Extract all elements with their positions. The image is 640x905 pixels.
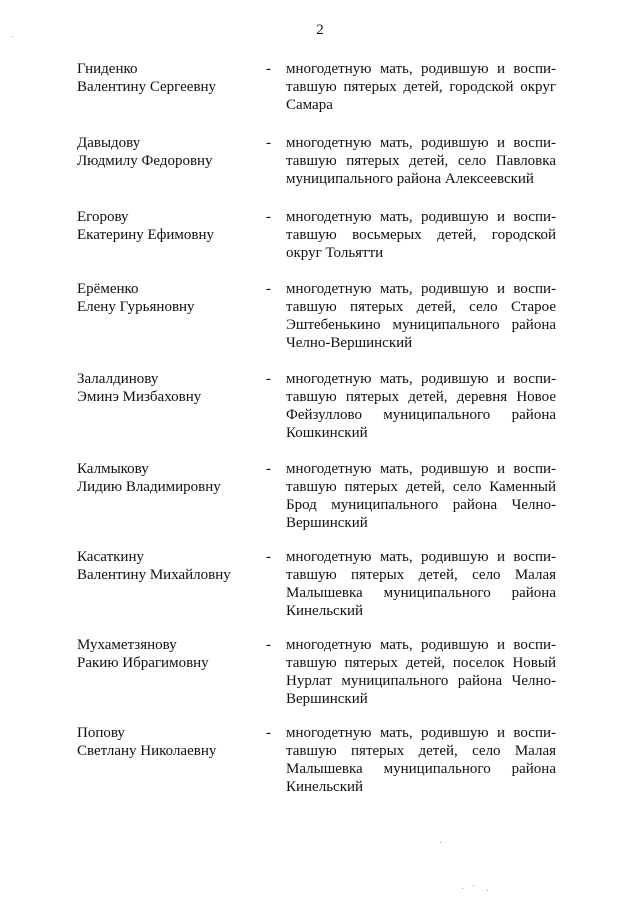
recipient-name — [77, 636, 209, 672]
award-description — [286, 724, 556, 796]
description-line: многодетную мать, родившую и воспи- — [286, 281, 556, 297]
entry-dash: - — [266, 725, 271, 741]
recipient-given-names: Ракию Ибрагимовну — [77, 655, 209, 671]
description-line: тавшую пятерых детей, село Старое — [286, 299, 556, 315]
description-line: многодетную мать, родившую и воспи- — [286, 725, 556, 741]
recipient-given-names: Елену Гурьяновну — [77, 299, 195, 315]
description-line: Кошкинский — [286, 425, 368, 441]
description-line: многодетную мать, родившую и воспи- — [286, 371, 556, 387]
entry-dash: - — [266, 549, 271, 565]
award-description — [286, 134, 556, 188]
recipient-surname: Мухаметзянову — [77, 637, 177, 653]
scan-speck — [440, 842, 441, 843]
recipient-surname: Давыдову — [77, 135, 141, 151]
recipient-surname: Егорову — [77, 209, 129, 225]
description-line: Челно-Вершинский — [286, 335, 413, 351]
description-line: тавшую восьмерых детей, городской — [286, 227, 556, 243]
description-line: Вершинский — [286, 515, 368, 531]
award-description — [286, 460, 556, 532]
description-line: многодетную мать, родившую и воспи- — [286, 637, 556, 653]
description-line: Малышевка муниципального района — [286, 761, 556, 777]
recipient-name — [77, 724, 216, 760]
recipient-surname: Калмыкову — [77, 461, 149, 477]
description-line: многодетную мать, родившую и воспи- — [286, 209, 556, 225]
recipient-given-names: Екатерину Ефимовну — [77, 227, 215, 243]
recipient-given-names: Лидию Владимировну — [77, 479, 221, 495]
page-number: 2 — [316, 22, 324, 38]
description-line: Малышевка муниципального района — [286, 585, 556, 601]
description-line: тавшую пятерых детей, городской округ — [286, 79, 556, 95]
recipient-name — [77, 60, 216, 96]
description-line: многодетную мать, родившую и воспи- — [286, 135, 556, 151]
description-line: многодетную мать, родившую и воспи- — [286, 461, 556, 477]
description-line: тавшую пятерых детей, село Каменный — [286, 479, 556, 495]
entry-dash: - — [266, 135, 271, 151]
description-line: Кинельский — [286, 603, 364, 619]
recipient-name — [77, 548, 231, 584]
award-description — [286, 208, 556, 262]
recipient-given-names: Валентину Михайловну — [77, 567, 231, 583]
recipient-surname: Залалдинову — [77, 371, 159, 387]
description-line: Фейзуллово муниципального района — [286, 407, 556, 423]
description-line: округ Тольятти — [286, 245, 384, 261]
description-line: тавшую пятерых детей, деревня Новое — [286, 389, 556, 405]
recipient-name — [77, 208, 214, 244]
entry-dash: - — [266, 637, 271, 653]
description-line: Вершинский — [286, 691, 368, 707]
recipient-given-names: Людмилу Федоровну — [77, 153, 213, 169]
description-line: Кинельский — [286, 779, 364, 795]
description-line: тавшую пятерых детей, село Малая — [286, 743, 556, 759]
recipient-name — [77, 460, 221, 496]
description-line: многодетную мать, родившую и воспи- — [286, 61, 556, 77]
description-line: тавшую пятерых детей, село Малая — [286, 567, 556, 583]
description-line: тавшую пятерых детей, поселок Новый — [286, 655, 556, 671]
entry-dash: - — [266, 281, 271, 297]
recipient-given-names: Светлану Николаевну — [77, 743, 217, 759]
award-description — [286, 280, 556, 352]
description-line: тавшую пятерых детей, село Павловка — [286, 153, 556, 169]
recipient-given-names: Эминэ Мизбаховну — [77, 389, 202, 405]
scan-speck — [12, 36, 13, 37]
description-line: муниципального района Алексеевский — [286, 171, 534, 187]
entry-dash: - — [266, 461, 271, 477]
description-line: Брод муниципального района Челно- — [286, 497, 556, 513]
award-description — [286, 636, 556, 708]
entry-dash: - — [266, 61, 271, 77]
recipient-name — [77, 370, 201, 406]
award-description — [286, 60, 556, 114]
recipient-name — [77, 280, 195, 316]
scan-speck — [487, 890, 488, 891]
award-description — [286, 370, 556, 442]
recipient-surname: Гниденко — [77, 61, 138, 77]
entry-dash: - — [266, 371, 271, 387]
description-line: Нурлат муниципального района Челно- — [286, 673, 556, 689]
recipient-surname: Касаткину — [77, 549, 144, 565]
award-description — [286, 548, 556, 620]
scan-speck — [462, 888, 463, 889]
scan-speck — [473, 885, 474, 886]
entry-dash: - — [266, 209, 271, 225]
recipient-name — [77, 134, 213, 170]
description-line: Эштебенькино муниципального района — [286, 317, 556, 333]
recipient-given-names: Валентину Сергеевну — [77, 79, 217, 95]
recipient-surname: Попову — [77, 725, 125, 741]
description-line: многодетную мать, родившую и воспи- — [286, 549, 556, 565]
recipient-surname: Ерёменко — [77, 281, 139, 297]
description-line: Самара — [286, 97, 333, 113]
